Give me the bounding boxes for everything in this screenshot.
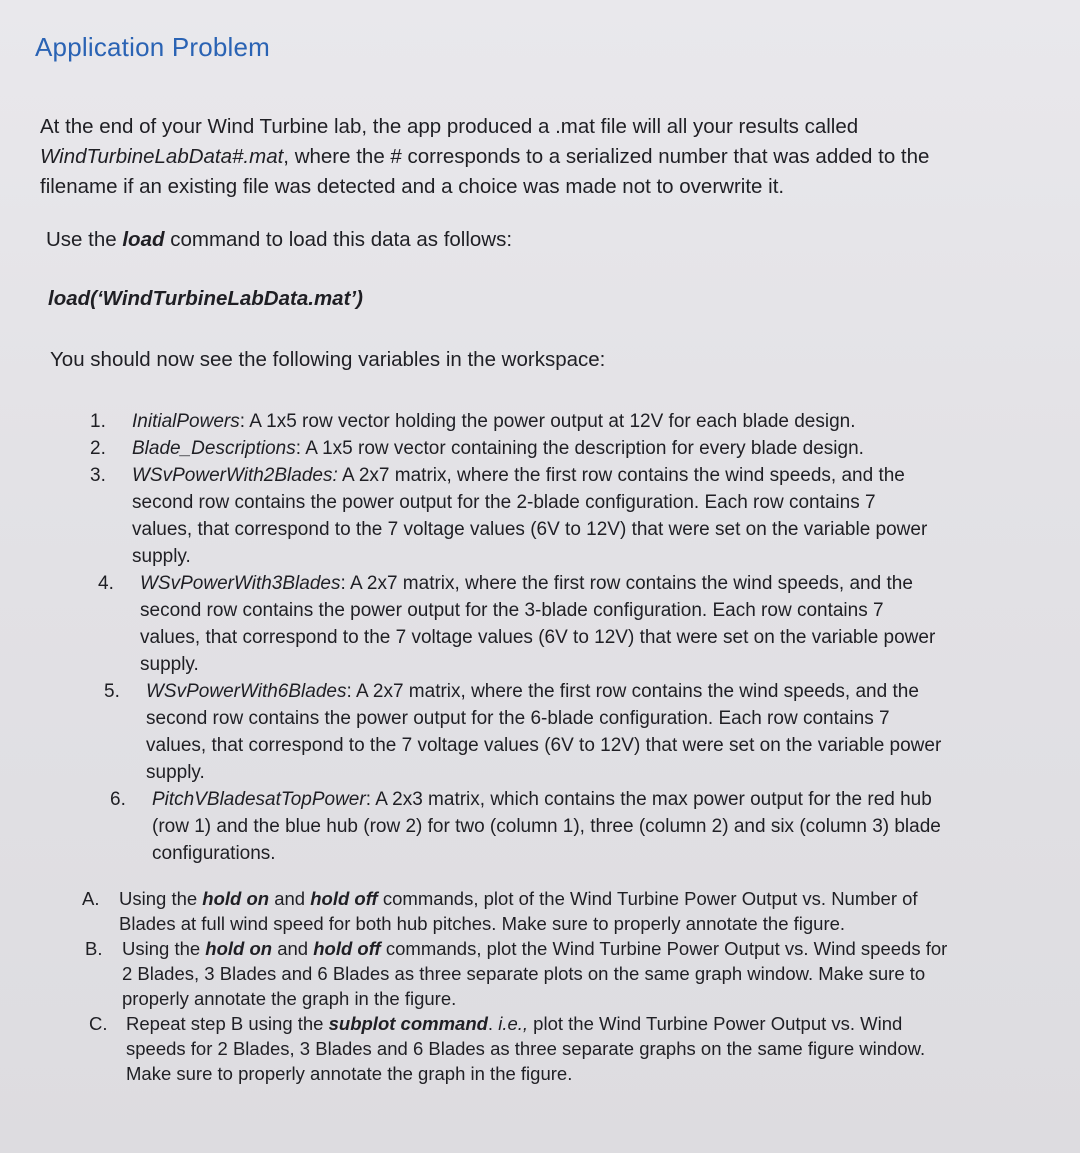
variable-desc-line: supply. xyxy=(140,654,199,675)
use-load-instruction xyxy=(46,228,512,252)
variable-item-2 xyxy=(90,435,1020,462)
variable-number: 3. xyxy=(90,465,106,486)
variable-desc: : A 2x3 matrix, which contains the max power output for the red hub xyxy=(365,789,932,810)
use-load-after: command to load this data as follows: xyxy=(164,228,513,251)
variable-desc: : A 2x7 matrix, where the first row contains the wind speeds, and the xyxy=(340,573,913,594)
task-letter: C. xyxy=(89,1013,108,1034)
task-line: Make sure to properly annotate the graph in the figure. xyxy=(126,1063,573,1084)
variable-desc: A 2x7 matrix, where the first row contains the wind speeds, and the xyxy=(337,465,905,486)
task-c xyxy=(89,1011,1012,1086)
task-list xyxy=(82,886,1012,1086)
variable-number: 6. xyxy=(110,789,126,810)
load-command: load(‘WindTurbineLabData.mat’) xyxy=(48,287,363,310)
hold-on-keyword: hold on xyxy=(205,938,273,959)
task-text: and xyxy=(272,938,314,959)
variable-desc-line: second row contains the power output for the 3-blade configuration. Each row contains 7 xyxy=(140,600,884,621)
subplot-keyword: subplot command xyxy=(328,1013,488,1034)
variable-number: 5. xyxy=(104,681,120,702)
intro-line-1: At the end of your Wind Turbine lab, the app produced a .mat file will all your results called xyxy=(40,115,859,138)
load-keyword: load xyxy=(122,228,165,251)
task-text: . xyxy=(487,1013,499,1034)
task-text: Repeat step B using the xyxy=(126,1013,329,1034)
intro-line-2 xyxy=(40,142,1030,172)
hold-off-keyword: hold off xyxy=(310,888,378,909)
variable-number: 1. xyxy=(90,411,106,432)
task-line: speeds for 2 Blades, 3 Blades and 6 Blades as three separate graphs on the same figure window. xyxy=(126,1038,926,1059)
task-text: plot the Wind Turbine Power Output vs. Wind xyxy=(528,1013,903,1034)
intro-paragraph xyxy=(40,112,1030,202)
variable-name: Blade_Descriptions xyxy=(132,438,296,459)
variable-desc-line: (row 1) and the blue hub (row 2) for two (column 1), three (column 2) and six (column 3) blade xyxy=(152,816,941,837)
use-load-before: Use the xyxy=(46,228,123,251)
task-line: properly annotate the graph in the figure. xyxy=(122,988,457,1009)
variable-desc-line: values, that correspond to the 7 voltage values (6V to 12V) that were set on the variable power xyxy=(132,519,928,540)
intro-line-3: filename if an existing file was detected and a choice was made not to overwrite it. xyxy=(40,175,785,198)
task-text: commands, plot the Wind Turbine Power Output vs. Wind speeds for xyxy=(380,938,948,959)
workspace-intro: You should now see the following variables in the workspace: xyxy=(50,348,606,371)
task-text: and xyxy=(269,888,311,909)
variable-list xyxy=(90,408,1020,867)
task-text: commands, plot of the Wind Turbine Power Output vs. Number of xyxy=(377,888,918,909)
variable-item-5 xyxy=(104,678,1020,786)
variable-name: InitialPowers xyxy=(132,411,240,432)
task-letter: B. xyxy=(85,938,103,959)
variable-desc-line: second row contains the power output for the 6-blade configuration. Each row contains 7 xyxy=(146,708,890,729)
hold-on-keyword: hold on xyxy=(202,888,270,909)
intro-line-2-rest: , where the # corresponds to a serialized number that was added to the xyxy=(283,145,930,168)
variable-item-4 xyxy=(98,570,1020,678)
task-a xyxy=(82,886,1012,936)
variable-name: PitchVBladesatTopPower xyxy=(152,789,366,810)
variable-desc-line: values, that correspond to the 7 voltage values (6V to 12V) that were set on the variable power xyxy=(146,735,942,756)
variable-desc: : A 1x5 row vector containing the description for every blade design. xyxy=(295,438,864,459)
task-b xyxy=(85,936,1012,1011)
task-letter: A. xyxy=(82,888,100,909)
variable-name: WSvPowerWith6Blades xyxy=(146,681,347,702)
variable-desc: : A 1x5 row vector holding the power output at 12V for each blade design. xyxy=(239,411,856,432)
ie-abbreviation: i.e., xyxy=(498,1013,529,1034)
variable-desc-line: configurations. xyxy=(152,843,276,864)
page-title: Application Problem xyxy=(35,32,271,62)
variable-desc-line: second row contains the power output for the 2-blade configuration. Each row contains 7 xyxy=(132,492,876,513)
task-text: Using the xyxy=(122,938,206,959)
variable-name: WSvPowerWith2Blades: xyxy=(132,465,338,486)
variable-item-3 xyxy=(90,462,1020,570)
variable-item-1 xyxy=(90,408,1020,435)
variable-desc: : A 2x7 matrix, where the first row contains the wind speeds, and the xyxy=(346,681,919,702)
variable-desc-line: values, that correspond to the 7 voltage values (6V to 12V) that were set on the variable power xyxy=(140,627,936,648)
task-line: 2 Blades, 3 Blades and 6 Blades as three separate plots on the same graph window. Make sure to xyxy=(122,963,926,984)
variable-number: 4. xyxy=(98,573,114,594)
variable-number: 2. xyxy=(90,438,106,459)
variable-desc-line: supply. xyxy=(146,762,205,783)
intro-filename: WindTurbineLabData#.mat xyxy=(40,145,284,168)
variable-name: WSvPowerWith3Blades xyxy=(140,573,341,594)
variable-desc-line: supply. xyxy=(132,546,191,567)
hold-off-keyword: hold off xyxy=(313,938,381,959)
task-text: Using the xyxy=(119,888,203,909)
task-line: Blades at full wind speed for both hub pitches. Make sure to properly annotate the figure. xyxy=(119,913,846,934)
variable-item-6 xyxy=(110,786,1020,867)
